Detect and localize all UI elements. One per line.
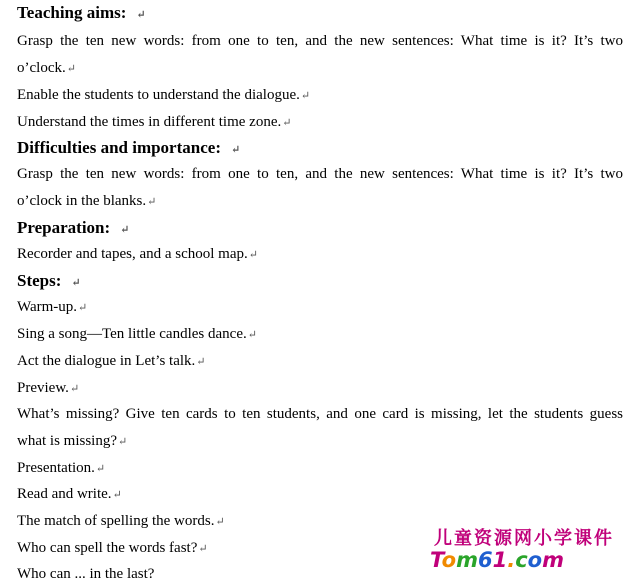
paragraph-mark-icon: ↵ — [78, 302, 88, 314]
watermark-latin-text — [430, 548, 564, 572]
line-text: what is missing? — [17, 433, 117, 449]
paragraph-mark-icon: ↵ — [71, 277, 81, 289]
section-heading — [17, 4, 623, 24]
line-text: Read and write. — [17, 486, 112, 502]
paragraph-mark-icon: ↵ — [230, 144, 241, 156]
line-text: Who can ... in the last? — [17, 566, 155, 582]
watermark-letter: o — [441, 548, 457, 572]
watermark-letter: . — [507, 548, 516, 572]
paragraph-mark-icon: ↵ — [247, 329, 257, 341]
text-line — [17, 326, 623, 344]
line-text: The match of spelling the words. — [17, 513, 215, 529]
paragraph-mark-icon: ↵ — [118, 436, 128, 448]
line-text: Understand the times in different time zone. — [17, 114, 282, 130]
watermark-letter: o — [527, 548, 543, 572]
paragraph-mark-icon: ↵ — [215, 516, 225, 528]
line-text: Teaching aims: — [17, 3, 127, 22]
paragraph-mark-icon: ↵ — [95, 463, 106, 475]
line-text: Warm-up. — [17, 299, 78, 315]
text-line — [17, 380, 623, 398]
paragraph-mark-icon: ↵ — [66, 63, 76, 75]
line-text: Enable the students to understand the dialogue. — [17, 87, 300, 103]
line-text: Who can spell the words fast? — [17, 540, 198, 556]
text-line — [17, 486, 623, 504]
text-line — [17, 193, 623, 211]
paragraph-mark-icon: ↵ — [120, 224, 130, 236]
line-text: Preparation: — [17, 218, 111, 237]
line-text: Preview. — [17, 380, 69, 396]
line-text: Grasp the ten new words: from one to ten, and the new sentences: What time is it? It’s two — [17, 33, 623, 49]
paragraph-mark-icon: ↵ — [198, 543, 208, 555]
line-text: Act the dialogue in Let’s talk. — [17, 353, 196, 369]
paragraph-mark-icon: ↵ — [69, 383, 80, 395]
line-text: Steps: — [17, 271, 62, 290]
line-text: o’clock in the blanks. — [17, 193, 147, 209]
text-line — [17, 246, 623, 264]
text-line — [17, 114, 623, 132]
watermark-chinese-text: 儿童资源网小学课件 — [434, 528, 614, 549]
text-line — [17, 353, 623, 371]
paragraph-mark-icon: ↵ — [196, 356, 206, 368]
line-text: Grasp the ten new words: from one to ten, and the new sentences: What time is it? It’s two — [17, 166, 623, 182]
section-heading — [17, 139, 623, 159]
line-text: Presentation. — [17, 460, 95, 476]
text-line — [17, 33, 623, 50]
paragraph-mark-icon: ↵ — [147, 196, 157, 208]
text-line — [17, 460, 623, 478]
line-text: Recorder and tapes, and a school map. — [17, 246, 248, 262]
line-text: o’clock. — [17, 60, 66, 76]
watermark-letter: T — [430, 548, 442, 572]
section-heading — [17, 219, 623, 239]
text-line — [17, 433, 623, 451]
watermark-letter: m — [542, 548, 564, 572]
section-heading — [17, 272, 623, 292]
paragraph-mark-icon: ↵ — [136, 9, 146, 21]
watermark-letter: 6 — [477, 548, 493, 572]
watermark-letter: 1 — [492, 548, 508, 572]
line-text: Sing a song—Ten little candles dance. — [17, 326, 247, 342]
site-watermark-logo — [430, 524, 632, 572]
line-text: What’s missing? Give ten cards to ten students, and one card is missing, let the students guess — [17, 406, 623, 422]
paragraph-mark-icon: ↵ — [300, 90, 311, 102]
paragraph-mark-icon: ↵ — [112, 489, 122, 501]
text-line — [17, 299, 623, 317]
text-line — [17, 166, 623, 183]
text-line — [17, 87, 623, 105]
watermark-letter: c — [515, 548, 528, 572]
paragraph-mark-icon: ↵ — [282, 117, 292, 129]
text-line — [17, 60, 623, 78]
line-text: Difficulties and importance: — [17, 138, 221, 157]
text-line — [17, 406, 623, 423]
watermark-letter: m — [456, 548, 478, 572]
paragraph-mark-icon: ↵ — [248, 249, 258, 261]
